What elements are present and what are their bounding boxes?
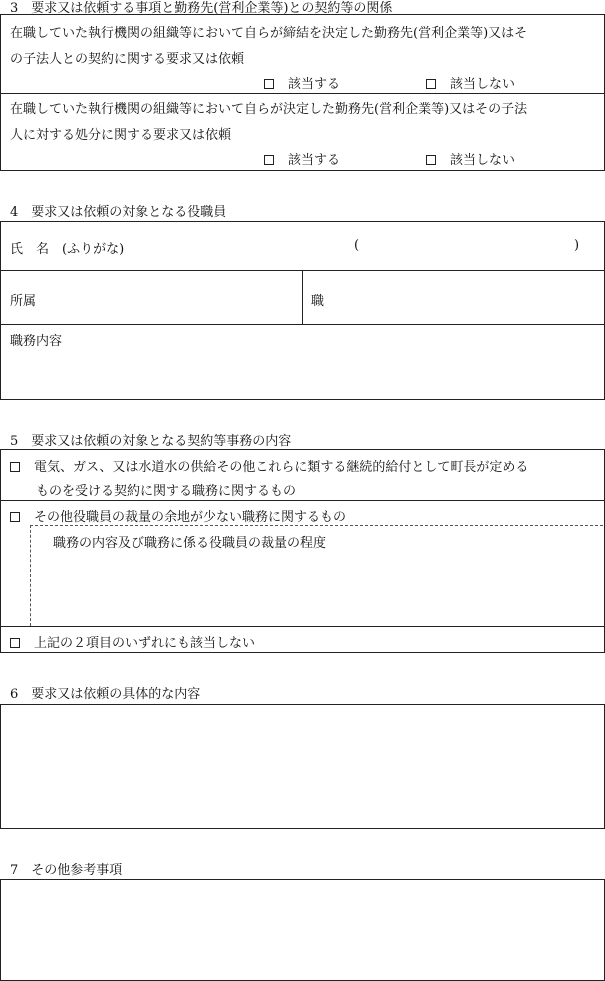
option2-detail-label: 職務の内容及び職務に係る役職員の裁量の程度 (53, 536, 327, 551)
option1-text: 電気、ガス、又は水道水の供給その他これらに類する継続的給付として町長が定める (34, 460, 529, 475)
section3-row1-no[interactable] (426, 73, 515, 92)
affiliation-position-divider (302, 270, 303, 324)
section5-option1-line2: ものを受ける契約に関する職務に関するもの (36, 484, 297, 499)
section3-row2-yes[interactable] (264, 149, 340, 168)
option-no-label: 該当しない (450, 153, 516, 168)
checkbox-icon[interactable] (10, 462, 20, 472)
duties-label: 職務内容 (10, 334, 63, 349)
affiliation-label: 所属 (10, 294, 37, 309)
option3-text: 上記の２項目のいずれにも該当しない (34, 636, 256, 651)
section5-heading: 5 要求又は依頼の対象となる契約等事務の内容 (10, 434, 292, 449)
section5-option3[interactable] (10, 632, 255, 651)
option2-detail-top-border (30, 525, 603, 526)
section3-row-divider (0, 93, 605, 94)
section7-heading: 7 その他参考事項 (10, 863, 123, 878)
option2-divider (0, 626, 605, 627)
section6-heading: 6 要求又は依頼の具体的な内容 (10, 687, 201, 702)
furigana-paren-close: ) (574, 238, 580, 253)
name-label: 氏 名 (ふりがな) (10, 242, 125, 257)
position-label: 職 (311, 294, 325, 309)
furigana-paren-open: ( (354, 238, 360, 253)
checkbox-icon[interactable] (10, 638, 20, 648)
section5-option2[interactable] (10, 506, 346, 525)
section3-row1-text-line2: の子法人との契約に関する要求又は依頼 (10, 52, 245, 67)
checkbox-icon[interactable] (264, 155, 274, 165)
checkbox-icon[interactable] (426, 155, 436, 165)
checkbox-icon[interactable] (426, 79, 436, 89)
section3-row2-no[interactable] (426, 149, 515, 168)
affiliation-row-divider (0, 324, 605, 325)
section4-heading: 4 要求又は依頼の対象となる役職員 (10, 205, 227, 220)
option2-text: その他役職員の裁量の余地が少ない職務に関するもの (34, 510, 347, 525)
section3-row2-text-line1: 在職していた執行機関の組織等において自らが決定した勤務先(営利企業等)又はその子法 (10, 102, 528, 117)
option2-detail-left-border (30, 525, 31, 626)
section7-textarea[interactable] (0, 879, 605, 981)
section3-heading: 3 要求又は依頼する事項と勤務先(営利企業等)との契約等の関係 (10, 1, 393, 16)
option1-divider (0, 500, 605, 501)
checkbox-icon[interactable] (10, 512, 20, 522)
section3-row1-text-line1: 在職していた執行機関の組織等において自らが締結を決定した勤務先(営利企業等)又はそ (10, 26, 528, 41)
section3-row1-yes[interactable] (264, 73, 340, 92)
option-yes-label: 該当する (288, 153, 341, 168)
checkbox-icon[interactable] (264, 79, 274, 89)
option-yes-label: 該当する (288, 77, 341, 92)
section5-option1-line1[interactable] (10, 456, 528, 475)
section6-textarea[interactable] (0, 704, 605, 829)
section3-row2-text-line2: 人に対する処分に関する要求又は依頼 (10, 128, 232, 143)
option-no-label: 該当しない (450, 77, 516, 92)
